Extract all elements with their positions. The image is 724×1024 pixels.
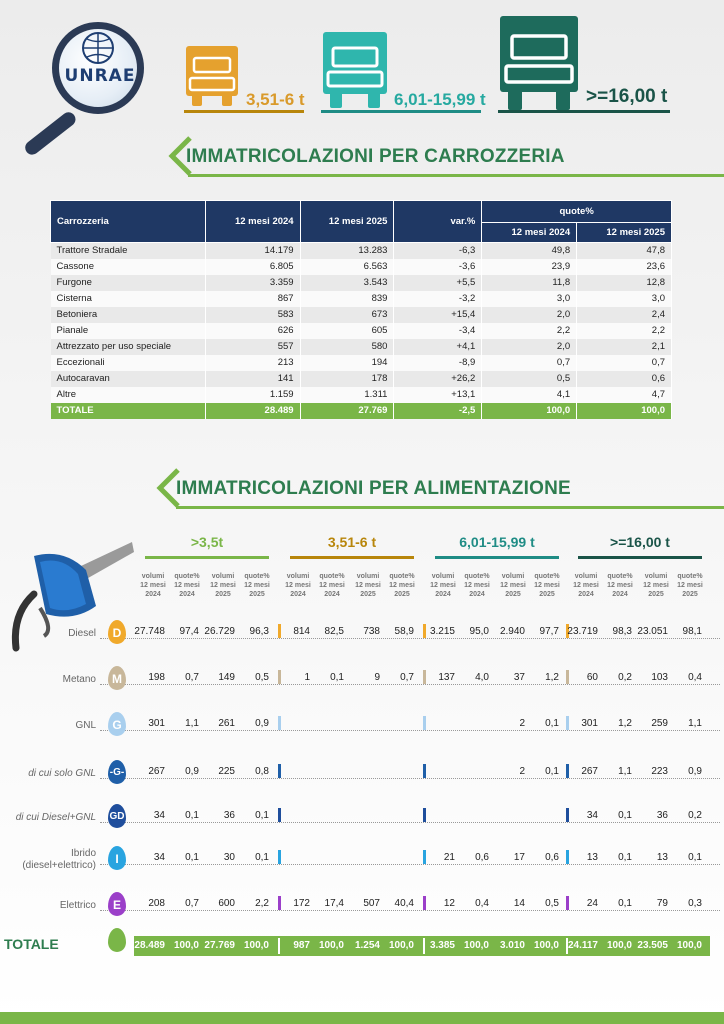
cell-value: 1.159 — [205, 387, 300, 403]
carrozzeria-table — [50, 200, 672, 419]
cell-value: 583 — [205, 307, 300, 323]
col-header-quote-2024: 12 mesi 2024 — [482, 223, 577, 243]
total-cell: 100,0 — [173, 940, 199, 951]
data-cell: 103 — [651, 672, 668, 683]
data-cell: 58,9 — [394, 626, 414, 637]
group-tick — [278, 850, 281, 864]
cell-value: 2,1 — [577, 339, 672, 355]
data-cell: 34 — [586, 810, 598, 821]
data-cell: 2,2 — [255, 898, 269, 909]
data-cell: 97,4 — [179, 626, 199, 637]
cell-value: 3.359 — [205, 275, 300, 291]
carrozzeria-row — [51, 307, 672, 323]
col-header-carrozzeria: Carrozzeria — [51, 201, 206, 243]
data-cell: 0,1 — [255, 810, 269, 821]
fuel-badge-icon: E — [108, 892, 126, 916]
cell-value: 557 — [205, 339, 300, 355]
row-divider — [100, 864, 720, 865]
fuel-badge-icon: -G- — [108, 760, 126, 784]
fuel-badge-icon: G — [108, 712, 126, 736]
data-cell: 37 — [513, 672, 525, 683]
data-cell: 96,3 — [249, 626, 269, 637]
data-cell: 0,7 — [400, 672, 414, 683]
row-divider — [100, 910, 720, 911]
group-tick — [423, 808, 426, 822]
truck-small-icon — [184, 44, 240, 110]
cell-value: +26,2 — [394, 371, 482, 387]
data-cell: 172 — [293, 898, 310, 909]
truck-large-icon — [498, 14, 580, 114]
data-cell: 814 — [293, 626, 310, 637]
fuel-badge-icon: GD — [108, 804, 126, 828]
data-cell: 3.215 — [429, 626, 455, 637]
data-cell: 0,1 — [688, 852, 702, 863]
cell-value: 49,8 — [482, 243, 577, 259]
data-cell: 4,0 — [475, 672, 489, 683]
column-subheader: 2024 — [324, 591, 340, 598]
column-subheader: 2025 — [539, 591, 555, 598]
data-cell: 14 — [513, 898, 525, 909]
cell-value: 3,0 — [577, 291, 672, 307]
data-cell: 0,1 — [618, 852, 632, 863]
cell-value: 839 — [300, 291, 394, 307]
col-header-2025: 12 mesi 2025 — [300, 201, 394, 243]
cell-carrozzeria: Cassone — [51, 259, 206, 275]
cell-carrozzeria: Autocaravan — [51, 371, 206, 387]
total-label: TOTALE — [4, 936, 59, 952]
total-value: 100,0 — [577, 403, 672, 419]
cell-value: 23,6 — [577, 259, 672, 275]
column-subheader: 12 mesi — [355, 582, 381, 589]
group-tick — [423, 764, 426, 778]
total-cell: 1.254 — [354, 940, 380, 951]
total-cell: 3.385 — [429, 940, 455, 951]
cell-value: 2,2 — [577, 323, 672, 339]
carrozzeria-row — [51, 339, 672, 355]
data-cell: 17,4 — [324, 898, 344, 909]
column-subheader: quote% — [319, 573, 345, 580]
carrozzeria-row — [51, 291, 672, 307]
data-cell: 259 — [651, 718, 668, 729]
carrozzeria-total-row — [51, 403, 672, 419]
carrozzeria-row — [51, 387, 672, 403]
cell-value: 3,0 — [482, 291, 577, 307]
data-cell: 24 — [586, 898, 598, 909]
cell-value: 605 — [300, 323, 394, 339]
data-cell: 1 — [304, 672, 310, 683]
column-subheader: 12 mesi — [285, 582, 311, 589]
data-cell: 98,3 — [612, 626, 632, 637]
data-cell: 137 — [438, 672, 455, 683]
data-cell: 26.729 — [204, 626, 235, 637]
group-tick — [423, 716, 426, 730]
column-subheader: volumi — [141, 573, 165, 580]
data-cell: 0,1 — [618, 810, 632, 821]
cell-value: -8,9 — [394, 355, 482, 371]
data-cell: 225 — [218, 766, 235, 777]
total-cell: 987 — [293, 940, 310, 951]
total-label: TOTALE — [51, 403, 206, 419]
column-subheader: 12 mesi — [607, 582, 633, 589]
column-subheader: 12 mesi — [430, 582, 456, 589]
cell-value: -3,2 — [394, 291, 482, 307]
data-cell: 34 — [153, 810, 165, 821]
cell-carrozzeria: Betoniera — [51, 307, 206, 323]
column-subheader: 2025 — [215, 591, 231, 598]
data-cell: 95,0 — [469, 626, 489, 637]
column-subheader: 2024 — [435, 591, 451, 598]
total-cell: 100,0 — [463, 940, 489, 951]
column-subheader: 2025 — [394, 591, 410, 598]
cell-value: 213 — [205, 355, 300, 371]
data-cell: 0,1 — [618, 898, 632, 909]
row-label: GNL — [75, 720, 96, 731]
cell-value: 2,2 — [482, 323, 577, 339]
data-cell: 0,1 — [545, 718, 559, 729]
data-cell: 98,1 — [682, 626, 702, 637]
cell-value: 141 — [205, 371, 300, 387]
cell-value: 12,8 — [577, 275, 672, 291]
row-label: (diesel+elettrico) — [22, 860, 96, 871]
magnifier-handle-icon — [22, 109, 78, 157]
column-subheader: 12 mesi — [464, 582, 490, 589]
data-cell: 2 — [519, 718, 525, 729]
cell-value: 14.179 — [205, 243, 300, 259]
column-subheader: 12 mesi — [500, 582, 526, 589]
column-subheader: quote% — [534, 573, 560, 580]
cell-value: -3,4 — [394, 323, 482, 339]
category-label-small: 3,51-6 t — [246, 90, 305, 109]
cell-value: 4,7 — [577, 387, 672, 403]
category-underline-medium — [321, 110, 481, 113]
data-cell: 267 — [148, 766, 165, 777]
fuel-badge-icon: M — [108, 666, 126, 690]
data-cell: 9 — [374, 672, 380, 683]
data-cell: 2.940 — [499, 626, 525, 637]
data-cell: 198 — [148, 672, 165, 683]
row-divider — [100, 822, 720, 823]
cell-value: 47,8 — [577, 243, 672, 259]
cell-value: +4,1 — [394, 339, 482, 355]
cell-value: +15,4 — [394, 307, 482, 323]
column-subheader: 2024 — [612, 591, 628, 598]
row-label: Diesel — [68, 628, 96, 639]
globe-icon — [78, 30, 118, 66]
total-value: 28.489 — [205, 403, 300, 419]
data-cell: 13 — [586, 852, 598, 863]
category-underline-large — [498, 110, 670, 113]
column-subheader: quote% — [174, 573, 200, 580]
data-cell: 0,6 — [545, 852, 559, 863]
cell-value: 178 — [300, 371, 394, 387]
data-cell: 0,5 — [255, 672, 269, 683]
column-subheader: 12 mesi — [319, 582, 345, 589]
section2-title-underline — [176, 506, 724, 509]
data-cell: 60 — [586, 672, 598, 683]
total-cell: 3.010 — [499, 940, 525, 951]
row-divider — [100, 778, 720, 779]
data-cell: 12 — [443, 898, 455, 909]
column-subheader: quote% — [389, 573, 415, 580]
total-cell: 100,0 — [388, 940, 414, 951]
data-cell: 36 — [223, 810, 235, 821]
cell-value: 194 — [300, 355, 394, 371]
row-divider — [100, 638, 720, 639]
column-subheader: 2025 — [249, 591, 265, 598]
carrozzeria-row — [51, 275, 672, 291]
row-divider — [100, 684, 720, 685]
data-cell: 21 — [443, 852, 455, 863]
cell-value: 673 — [300, 307, 394, 323]
carrozzeria-row — [51, 243, 672, 259]
total-cell: 100,0 — [676, 940, 702, 951]
row-divider — [100, 730, 720, 731]
cell-value: 6.563 — [300, 259, 394, 275]
cell-value: -3,6 — [394, 259, 482, 275]
cell-value: +13,1 — [394, 387, 482, 403]
data-cell: 0,6 — [475, 852, 489, 863]
cell-value: 2,4 — [577, 307, 672, 323]
cell-value: 13.283 — [300, 243, 394, 259]
data-cell: 0,4 — [688, 672, 702, 683]
total-cell: 100,0 — [606, 940, 632, 951]
group-tick — [278, 808, 281, 822]
data-cell: 0,4 — [475, 898, 489, 909]
column-subheader: 12 mesi — [573, 582, 599, 589]
cell-value: 580 — [300, 339, 394, 355]
total-drop-icon — [108, 928, 126, 952]
column-subheader: 12 mesi — [389, 582, 415, 589]
data-cell: 23.719 — [567, 626, 598, 637]
carrozzeria-row — [51, 371, 672, 387]
data-cell: 223 — [651, 766, 668, 777]
data-cell: 40,4 — [394, 898, 414, 909]
carrozzeria-row — [51, 259, 672, 275]
group-underline — [435, 556, 559, 559]
row-label: di cui Diesel+GNL — [15, 812, 96, 823]
total-cell: 100,0 — [243, 940, 269, 951]
cell-carrozzeria: Eccezionali — [51, 355, 206, 371]
footer-bar — [0, 1012, 724, 1024]
fuel-badge-icon: D — [108, 620, 126, 644]
column-subheader: 2025 — [682, 591, 698, 598]
data-cell: 79 — [656, 898, 668, 909]
cell-value: 0,6 — [577, 371, 672, 387]
total-cell: 23.505 — [637, 940, 668, 951]
row-label: Elettrico — [59, 900, 96, 911]
total-cell: 100,0 — [318, 940, 344, 951]
carrozzeria-row — [51, 355, 672, 371]
total-cell: 28.489 — [134, 940, 165, 951]
column-subheader: volumi — [644, 573, 668, 580]
section1-title-underline — [188, 174, 724, 177]
section1-title: IMMATRICOLAZIONI PER CARROZZERIA — [186, 146, 565, 167]
group-tick — [278, 716, 281, 730]
data-cell: 1,2 — [618, 718, 632, 729]
section2-title: IMMATRICOLAZIONI PER ALIMENTAZIONE — [176, 478, 571, 499]
data-cell: 261 — [218, 718, 235, 729]
cell-carrozzeria: Cisterna — [51, 291, 206, 307]
data-cell: 0,1 — [255, 852, 269, 863]
truck-medium-icon — [321, 30, 389, 112]
row-label: Metano — [62, 674, 96, 685]
column-subheader: 12 mesi — [534, 582, 560, 589]
cell-value: 6.805 — [205, 259, 300, 275]
column-subheader: 12 mesi — [140, 582, 166, 589]
data-cell: 0,1 — [545, 766, 559, 777]
total-value: 27.769 — [300, 403, 394, 419]
column-subheader: quote% — [677, 573, 703, 580]
cell-value: 2,0 — [482, 339, 577, 355]
data-cell: 0,1 — [185, 810, 199, 821]
data-cell: 149 — [218, 672, 235, 683]
column-subheader: 2024 — [578, 591, 594, 598]
column-subheader: 2025 — [360, 591, 376, 598]
column-subheader: 2024 — [179, 591, 195, 598]
data-cell: 0,9 — [688, 766, 702, 777]
cell-value: 626 — [205, 323, 300, 339]
logo-text: UNRAE — [64, 66, 136, 86]
cell-value: 11,8 — [482, 275, 577, 291]
col-header-var: var.% — [394, 201, 482, 243]
alimentazione-table — [0, 530, 724, 960]
group-underline — [578, 556, 702, 559]
cell-value: 0,5 — [482, 371, 577, 387]
data-cell: 34 — [153, 852, 165, 863]
data-cell: 13 — [656, 852, 668, 863]
data-cell: 1,1 — [185, 718, 199, 729]
group-underline — [145, 556, 269, 559]
cell-carrozzeria: Furgone — [51, 275, 206, 291]
category-underline-small — [184, 110, 304, 113]
data-cell: 0,9 — [185, 766, 199, 777]
total-value: 100,0 — [482, 403, 577, 419]
data-cell: 97,7 — [539, 626, 559, 637]
column-subheader: 2024 — [469, 591, 485, 598]
data-cell: 23.051 — [637, 626, 668, 637]
cell-value: 23,9 — [482, 259, 577, 275]
total-value: -2,5 — [394, 403, 482, 419]
column-subheader: volumi — [574, 573, 598, 580]
group-header: 3,51-6 t — [327, 534, 377, 550]
category-label-large: >=16,00 t — [586, 86, 668, 107]
column-subheader: volumi — [431, 573, 455, 580]
category-label-medium: 6,01-15,99 t — [394, 90, 486, 109]
column-subheader: 12 mesi — [244, 582, 270, 589]
data-cell: 0,5 — [545, 898, 559, 909]
data-cell: 600 — [218, 898, 235, 909]
data-cell: 2 — [519, 766, 525, 777]
data-cell: 0,7 — [185, 672, 199, 683]
col-header-quote: quote% — [482, 201, 672, 223]
total-cell: 27.769 — [204, 940, 235, 951]
data-cell: 738 — [363, 626, 380, 637]
cell-carrozzeria: Altre — [51, 387, 206, 403]
cell-value: 0,7 — [482, 355, 577, 371]
data-cell: 0,7 — [185, 898, 199, 909]
data-cell: 1,1 — [618, 766, 632, 777]
cell-value: 0,7 — [577, 355, 672, 371]
total-cell: 24.117 — [567, 940, 598, 951]
fuel-badge-icon: I — [108, 846, 126, 870]
data-cell: 507 — [363, 898, 380, 909]
data-cell: 0,8 — [255, 766, 269, 777]
column-subheader: 2025 — [648, 591, 664, 598]
data-cell: 267 — [581, 766, 598, 777]
data-cell: 0,3 — [688, 898, 702, 909]
row-label: di cui solo GNL — [28, 768, 96, 779]
cell-value: 1.311 — [300, 387, 394, 403]
column-subheader: 2024 — [145, 591, 161, 598]
column-subheader: 2024 — [290, 591, 306, 598]
data-cell: 1,2 — [545, 672, 559, 683]
col-header-quote-2025: 12 mesi 2025 — [577, 223, 672, 243]
column-subheader: 12 mesi — [174, 582, 200, 589]
cell-value: 867 — [205, 291, 300, 307]
group-header: 6,01-15,99 t — [459, 534, 535, 550]
data-cell: 82,5 — [324, 626, 344, 637]
row-label: Ibrido — [70, 848, 96, 859]
cell-value: 2,0 — [482, 307, 577, 323]
cell-value: 3.543 — [300, 275, 394, 291]
group-header: >3,5t — [190, 534, 224, 550]
column-subheader: volumi — [211, 573, 235, 580]
column-subheader: quote% — [244, 573, 270, 580]
column-subheader: quote% — [607, 573, 633, 580]
data-cell: 27.748 — [134, 626, 165, 637]
data-cell: 30 — [223, 852, 235, 863]
data-cell: 208 — [148, 898, 165, 909]
cell-carrozzeria: Attrezzato per uso speciale — [51, 339, 206, 355]
column-subheader: 12 mesi — [643, 582, 669, 589]
cell-carrozzeria: Pianale — [51, 323, 206, 339]
data-cell: 301 — [148, 718, 165, 729]
column-subheader: 12 mesi — [210, 582, 236, 589]
data-cell: 0,2 — [688, 810, 702, 821]
carrozzeria-row — [51, 323, 672, 339]
cell-value: +5,5 — [394, 275, 482, 291]
col-header-2024: 12 mesi 2024 — [205, 201, 300, 243]
data-cell: 36 — [656, 810, 668, 821]
total-cell: 100,0 — [533, 940, 559, 951]
data-cell: 0,1 — [185, 852, 199, 863]
data-cell: 17 — [513, 852, 525, 863]
cell-value: 4,1 — [482, 387, 577, 403]
cell-carrozzeria: Trattore Stradale — [51, 243, 206, 259]
column-subheader: 2025 — [505, 591, 521, 598]
data-cell: 0,9 — [255, 718, 269, 729]
data-cell: 301 — [581, 718, 598, 729]
column-subheader: volumi — [501, 573, 525, 580]
column-subheader: 12 mesi — [677, 582, 703, 589]
group-underline — [290, 556, 414, 559]
data-cell: 0,2 — [618, 672, 632, 683]
column-subheader: volumi — [356, 573, 380, 580]
data-cell: 0,1 — [330, 672, 344, 683]
data-cell: 1,1 — [688, 718, 702, 729]
group-header: >=16,00 t — [610, 534, 670, 550]
cell-value: -6,3 — [394, 243, 482, 259]
group-tick — [278, 764, 281, 778]
column-subheader: quote% — [464, 573, 490, 580]
column-subheader: volumi — [286, 573, 310, 580]
